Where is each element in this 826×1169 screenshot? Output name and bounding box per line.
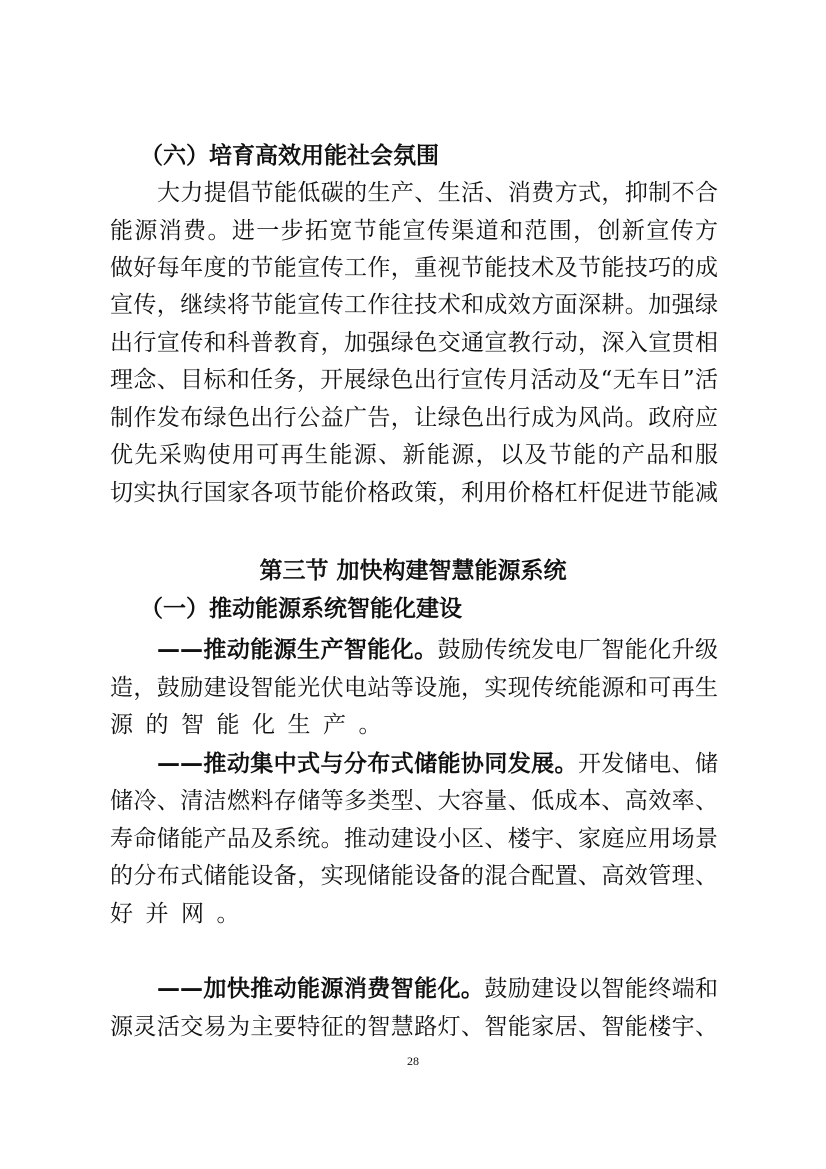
item-lead: ——推动集中式与分布式储能协同发展。: [157, 751, 578, 777]
paragraph-line: 的分布式储能设备，实现储能设备的混合配置、高效管理、: [110, 863, 718, 889]
heading-6: （六）培育高效用能社会氛围: [140, 143, 439, 169]
paragraph-line: 切实执行国家各项节能价格政策，利用价格杠杆促进节能减: [110, 480, 718, 506]
heading-1: （一）推动能源系统智能化建设: [140, 596, 462, 622]
paragraph-line: 能源消费。进一步拓宽节能宣传渠道和范围，创新宣传方: [110, 218, 718, 244]
item-text: 鼓励建设以智能终端和: [484, 976, 718, 1002]
paragraph-line: [157, 635, 718, 665]
paragraph-line: 做好每年度的节能宣传工作，重视节能技术及节能技巧的成: [110, 255, 718, 281]
item-lead: ——推动能源生产智能化。: [157, 637, 438, 663]
paragraph-line: 造，鼓励建设智能光伏电站等设施，实现传统能源和可再生: [110, 675, 718, 701]
item-text: 鼓励传统发电厂智能化升级: [437, 637, 718, 663]
paragraph-line: [157, 974, 718, 1004]
item-text: 开发储电、储: [577, 751, 718, 777]
item-lead: ——加快推动能源消费智能化。: [157, 976, 485, 1002]
paragraph-line: 出行宣传和科普教育，加强绿色交通宣教行动，深入宣贯相: [110, 330, 718, 356]
paragraph-line: 寿命储能产品及系统。推动建设小区、楼宇、家庭应用场景: [110, 826, 718, 852]
paragraph-line: 储冷、清洁燃料存储等多类型、大容量、低成本、高效率、: [110, 788, 718, 814]
paragraph-line: 制作发布绿色出行公益广告，让绿色出行成为风尚。政府应: [110, 405, 718, 431]
paragraph-line: 好并网。: [110, 901, 252, 927]
paragraph-line: 理念、目标和任务，开展绿色出行宣传月活动及“无车日”活: [110, 367, 718, 393]
paragraph-line: [157, 749, 718, 779]
paragraph-line: 大力提倡节能低碳的生产、生活、消费方式，抑制不合: [157, 180, 718, 206]
page-number: 28: [407, 1054, 419, 1068]
paragraph-line: 优先采购使用可再生能源、新能源，以及节能的产品和服: [110, 442, 718, 468]
paragraph-line: 源灵活交易为主要特征的智慧路灯、智能家居、智能楼宇、: [110, 1014, 718, 1040]
section-title: 第三节 加快构建智慧能源系统: [259, 558, 567, 584]
paragraph-line: 宣传，继续将节能宣传工作往技术和成效方面深耕。加强绿: [110, 292, 718, 318]
paragraph-line: 源的智能化生产。: [110, 712, 394, 738]
